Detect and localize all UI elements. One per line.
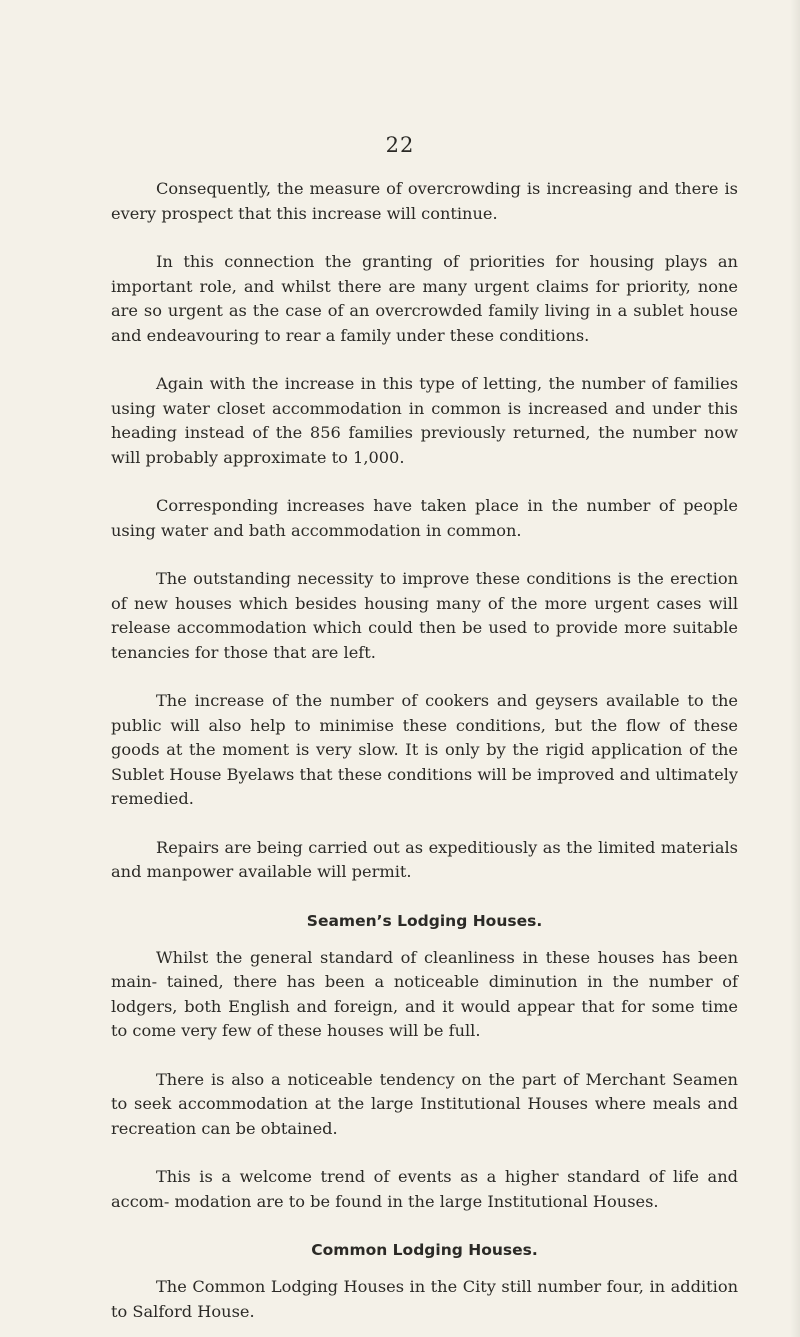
paragraph-water-closet: Again with the increase in this type of letting, the number of families using water closet accommodation in common is increased and under this heading instead of the 856 families previously returned, the number now will probably approximate to 1,000. bbox=[111, 374, 738, 467]
paragraph-repairs: Repairs are being carried out as expeditiously as the limited materials and manpower available will permit. bbox=[111, 837, 738, 881]
paragraph-overcrowding: Consequently, the measure of overcrowding is increasing and there is every prospect that this increase will continue. bbox=[111, 179, 738, 223]
paragraph-bath-accommodation: Corresponding increases have taken place in the number of people using water and bath accommodation in common. bbox=[111, 496, 738, 540]
paragraph-priorities: In this connection the granting of priorities for housing plays an important role, and whilst there are many urgent claims for priority, none are so urgent as the case of an overcrowded family living in a sublet house and endeavouring to rear a family under these conditions. bbox=[111, 252, 738, 345]
paragraph-new-houses: The outstanding necessity to improve these conditions is the erection of new houses which besides housing many of the more urgent cases will release accommodation which could then be used to provide more suitable tenancies for those that are left. bbox=[111, 569, 738, 662]
paragraph-common-lodging: The Common Lodging Houses in the City still number four, in addition to Salford House. bbox=[111, 1277, 738, 1321]
page-edge-shadow bbox=[790, 0, 800, 1337]
paragraph-welcome-trend: This is a welcome trend of events as a higher standard of life and accom- modation are to be found in the large Institutional Houses. bbox=[111, 1167, 738, 1211]
paragraph-seamens-cleanliness: Whilst the general standard of cleanliness in these houses has been main- tained, there has been a noticeable diminution in the number of lodgers, both English and foreign, and it would appear that for some time to come very few of these houses will be full. bbox=[111, 947, 738, 1040]
page-body bbox=[111, 177, 738, 1324]
seamens-lodging-heading: Seamen’s Lodging Houses. bbox=[306, 911, 543, 930]
page-number: 22 bbox=[385, 133, 415, 157]
common-lodging-heading: Common Lodging Houses. bbox=[311, 1241, 538, 1259]
paragraph-merchant-seamen: There is also a noticeable tendency on the part of Merchant Seamen to seek accommodation at the large Institutional Houses where meals and recreation can be obtained. bbox=[111, 1069, 738, 1138]
paragraph-cookers-geysers: The increase of the number of cookers and geysers available to the public will also help to minimise these conditions, but the flow of these goods at the moment is very slow. It is only by the rigid application of the Sublet House Byelaws that these conditions will be improved and ultimately remedied. bbox=[111, 691, 738, 808]
